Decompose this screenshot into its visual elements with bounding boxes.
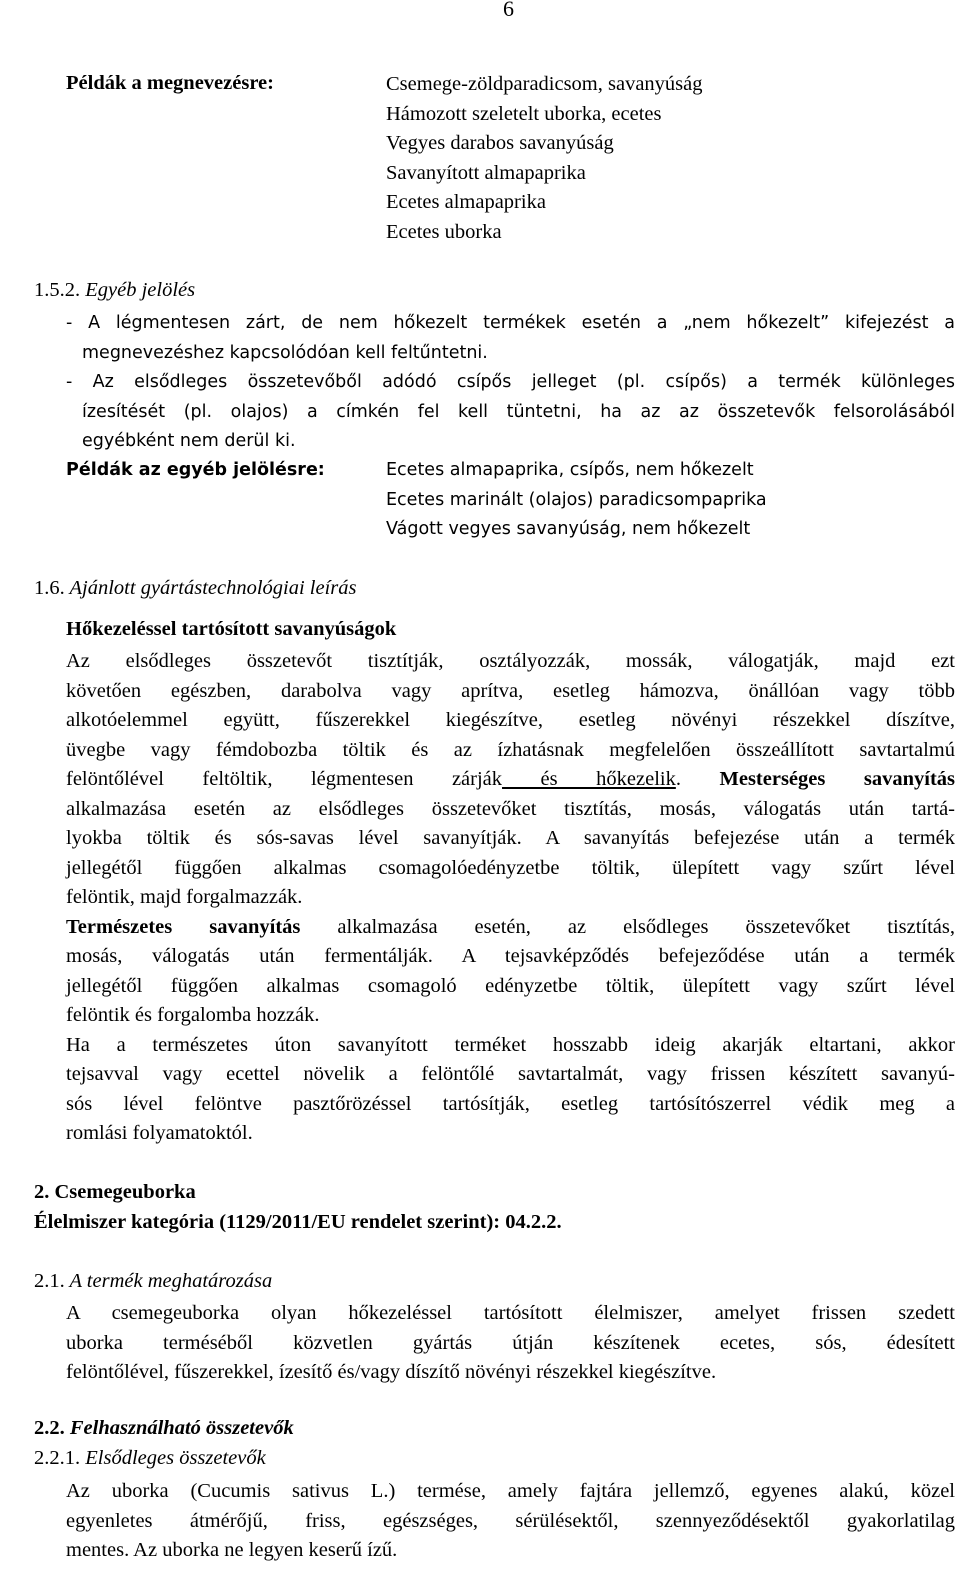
text-line-mixed [66,913,955,943]
underlined-text: és hőkezelik [502,768,676,790]
text-line: felöntik, majd forgalmazzák. [66,886,303,908]
bold-term-natural: Természetes savanyítás [66,915,301,938]
text-run: . [675,768,681,790]
examples-other-list [386,456,767,545]
text-run: felöntőlével feltöltik, légmentesen zárják [66,768,503,790]
list-item: Ecetes marinált (olajos) paradicsompaprika [386,489,767,510]
section-2-2-1-body [66,1477,955,1566]
examples-name-list [386,70,703,247]
text-line: sós lével felöntve pasztőrözéssel tartósítják, esetleg tartósítószerrel védik meg a [66,1092,955,1115]
text-line: ízesítését (pl. olajos) a címkén fel kell tüntetni, ha az az összetevők felsorolásából [82,401,955,422]
text-line: felöntik és forgalomba hozzák. [66,1004,320,1026]
list-item: Ecetes uborka [386,220,502,243]
list-item: Ecetes almapaprika, csípős, nem hőkezelt [386,460,754,480]
text-line: A csemegeuborka olyan hőkezeléssel tartósított élelmiszer, amelyet frissen szedett [66,1302,955,1324]
text-line: Az elsődleges összetevőt tisztítják, osztályozzák, mossák, válogatják, majd ezt [66,650,955,672]
text-line: követően egészben, darabolva vagy aprítva, esetleg hámozva, önállóan vagy több [66,679,955,702]
examples-other-label: Példák az egyéb jelölésre: [66,460,325,480]
text-line: mosás, válogatás után fermentálják. A tejsavképződés befejeződése után a termék [66,945,955,967]
text-line: Az uborka (Cucumis sativus L.) termése, amely fajtára jellemző, egyenes alakú, közel [66,1480,955,1502]
text-line: egyenletes átmérőjű, friss, egészséges, sérülésektől, szennyeződésektől gyakorlatilag [66,1509,955,1532]
list-item: Vegyes darabos savanyúság [386,132,614,154]
heading-title: Elsődleges összetevők [85,1447,266,1469]
section-heading-1-6 [34,577,357,600]
examples-name-label: Példák a megnevezésre: [66,72,274,94]
text-line: megnevezéshez kapcsolódóan kell feltűntetni. [82,342,488,363]
text-line: uborka terméséből közvetlen gyártás útján készítenek ecetes, sós, édesített [66,1331,955,1354]
heading-title: Egyéb jelölés [85,279,196,301]
text-line: lyokba töltik és sós-savas lével savanyítják. A savanyítás befejezése után a termék [66,827,955,849]
heading-number: 1.6. [34,577,65,599]
text-line: romlási folyamatoktól. [66,1122,253,1144]
heading-number: 2.2.1. [34,1447,81,1469]
subheading-heat-treated: Hőkezeléssel tartósított savanyúságok [66,618,397,640]
text-line: egyébként nem derül ki. [82,431,296,451]
text-line: jellegétől függően alkalmas csomagoló edényzetbe töltik, ülepített vagy szűrt lével [66,974,955,997]
text-line: felöntőlével, fűszerekkel, ízesítő és/vagy díszítő növényi részekkel kiegészítve. [66,1361,717,1383]
list-item: Vágott vegyes savanyúság, nem hőkezelt [386,519,751,539]
section-1-6-body [66,647,955,1149]
heading-number: 2.2. [34,1417,65,1439]
heading-title: Felhasználható összetevők [69,1417,294,1439]
section-heading-2-1 [34,1270,272,1293]
section-1-5-2-body [66,309,955,457]
heading-number: 1.5.2. [34,279,81,301]
text-line: - A légmentesen zárt, de nem hőkezelt termékek esetén a „nem hőkezelt” kifejezést a [66,313,955,333]
food-category-line: Élelmiszer kategória (1129/2011/EU rendelet szerint): 04.2.2. [34,1211,562,1233]
list-item: Csemege-zöldparadicsom, savanyúság [386,73,703,95]
list-item: Hámozott szeletelt uborka, ecetes [386,102,662,125]
section-heading-2-2 [34,1417,294,1440]
heading-title: Ajánlott gyártástechnológiai leírás [69,577,357,599]
text-line: alkalmazása esetén az elsődleges összetevőket tisztítás, mosás, válogatás után tartá- [66,797,955,820]
text-line: alkotóelemmel együtt, fűszerekkel kiegészítve, esetleg növényi részekkel díszítve, [66,709,955,731]
text-line: üvegbe vagy fémdobozba töltik és az ízhatásnak megfelelően összeállított savtartalmú [66,738,955,761]
bold-term-artificial: Mesterséges savanyítás [719,768,956,790]
list-item: Ecetes almapaprika [386,191,546,213]
text-line: mentes. Az uborka ne legyen keserű ízű. [66,1539,398,1561]
text-line: tejsavval vagy ecettel növelik a felöntőlé savtartalmát, vagy frissen készített savanyú- [66,1063,955,1085]
section-2-1-body [66,1299,955,1388]
text-run: alkalmazása esetén, az elsődleges összetevőket tisztítás, [300,915,956,938]
heading-number: 2.1. [34,1270,65,1292]
page-number: 6 [503,0,514,21]
list-item: Savanyított almapaprika [386,161,586,184]
text-line: - Az elsődleges összetevőből adódó csípős jelleget (pl. csípős) a termék különleges [66,372,955,392]
text-line: jellegétől függően alkalmas csomagolóedényzetbe töltik, ülepített vagy szűrt lével [66,856,955,879]
section-heading-1-5-2 [34,279,195,302]
section-title-2: 2. Csemegeuborka [34,1181,196,1203]
text-line-mixed [66,765,955,795]
text-line: Ha a természetes úton savanyított terméket hosszabb ideig akarják eltartani, akkor [66,1033,955,1056]
section-heading-2-2-1 [34,1447,266,1470]
heading-title: A termék meghatározása [69,1270,273,1292]
